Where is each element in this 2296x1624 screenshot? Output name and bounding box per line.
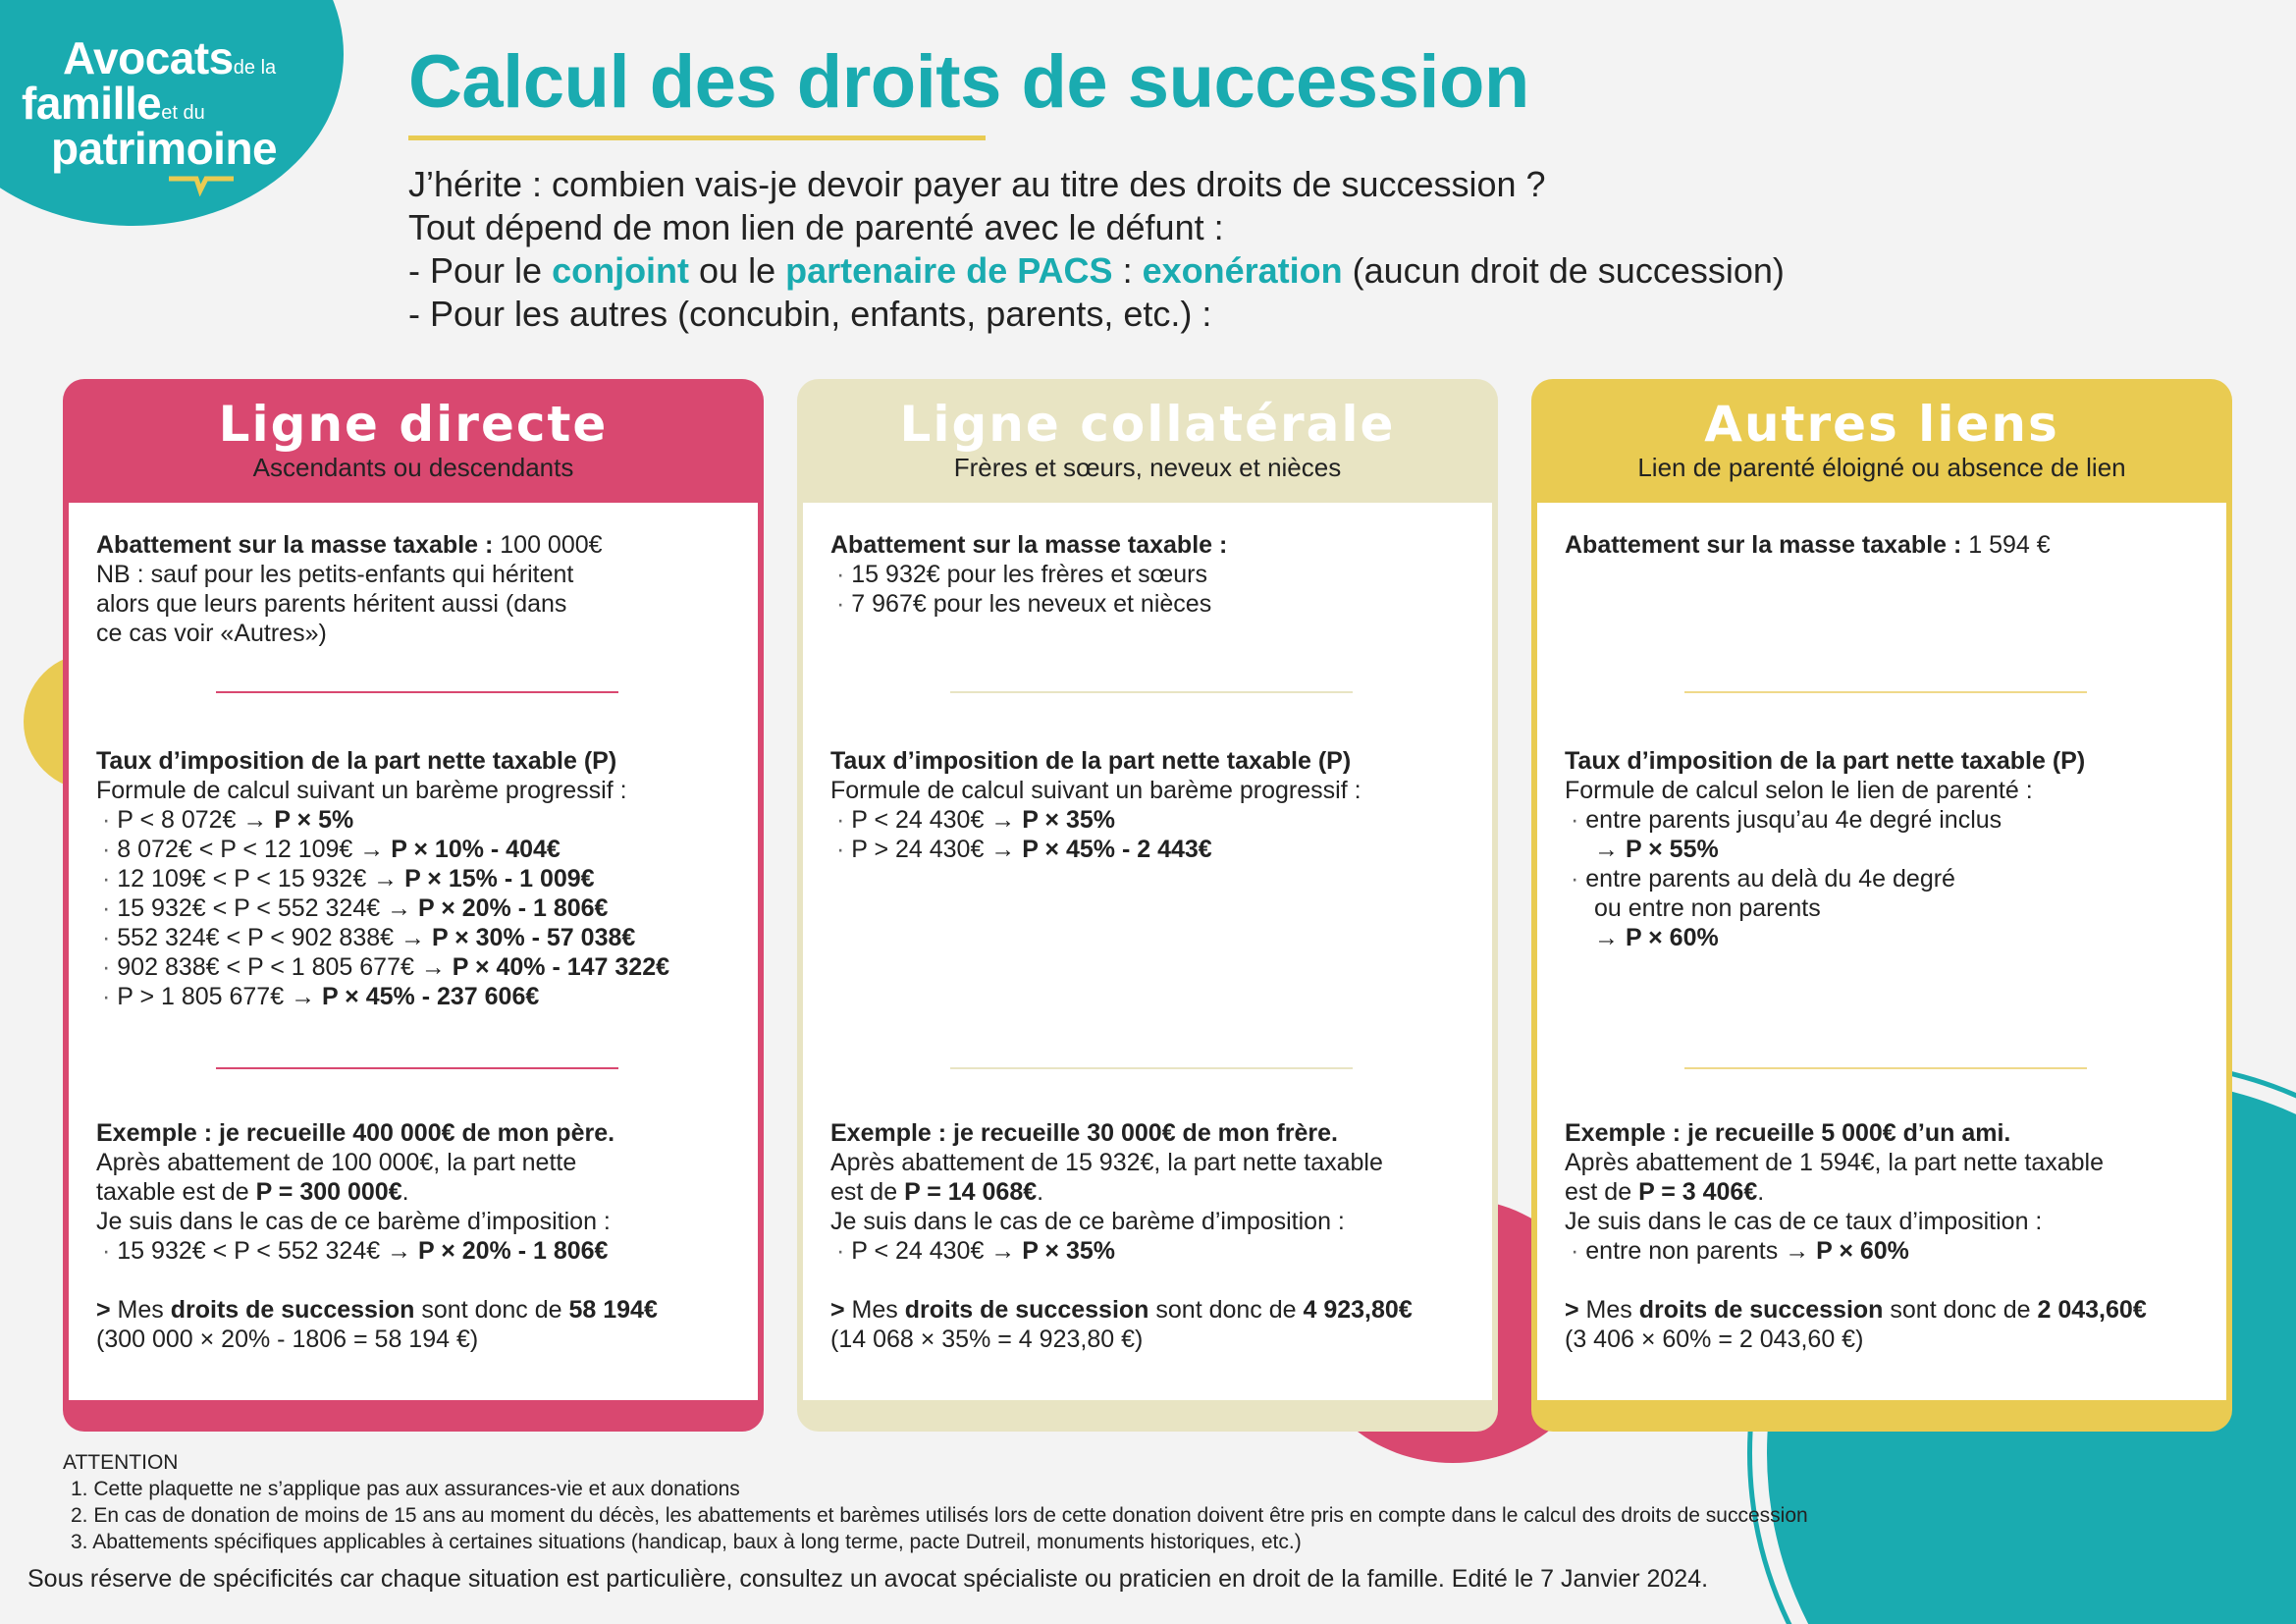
page-title: Calcul des droits de succession	[408, 40, 1529, 124]
result-amount: 4 923,80€	[1303, 1296, 1413, 1324]
bracket-item	[96, 952, 738, 982]
exemple-text: est de	[1565, 1178, 1639, 1206]
bracket-rate: P × 45% - 2 443€	[1022, 836, 1212, 863]
bracket-item	[96, 923, 738, 952]
result-text: sont donc de	[414, 1296, 569, 1324]
intro-line: Tout dépend de mon lien de parenté avec le défunt :	[408, 207, 1224, 247]
section-divider	[1684, 691, 2087, 693]
bracket-cond: P > 1 805 677€ →	[117, 983, 323, 1010]
abattement-section	[830, 530, 1472, 619]
abattement-section	[96, 530, 738, 648]
intro-line: - Pour les autres (concubin, enfants, parents, etc.) :	[408, 294, 1212, 334]
attention-item: 3. Abattements spécifiques applicables à certaines situations (handicap, baux à long terme, pacte Dutreil, monuments historiques, etc.)	[71, 1531, 1302, 1553]
card-subheading: Frères et sœurs, neveux et nièces	[953, 453, 1342, 482]
exemple-text: est de	[830, 1178, 905, 1206]
highlight-exoneration: exonération	[1142, 250, 1343, 291]
result-text: Mes	[117, 1296, 171, 1324]
formule-line: Formule de calcul suivant un barème progressif :	[96, 777, 627, 804]
card-ligne-collaterale	[797, 379, 1498, 1432]
card-header	[797, 379, 1498, 503]
note-line: ce cas voir «Autres»)	[96, 620, 327, 647]
bracket-item	[830, 805, 1472, 835]
intro-text-part: (aucun droit de succession)	[1342, 250, 1785, 291]
attention-block	[63, 1449, 1808, 1555]
bracket-cond: 15 932€ < P < 552 324€ →	[117, 1237, 419, 1265]
exemple-line	[830, 1177, 1472, 1207]
bracket-cond: P < 8 072€ →	[117, 806, 275, 834]
bracket-cond: entre non parents →	[1585, 1237, 1817, 1265]
result-arrow: >	[1565, 1296, 1586, 1324]
highlight-pacs: partenaire de PACS	[785, 250, 1113, 291]
exemple-line: Je suis dans le cas de ce taux d’imposition :	[1565, 1208, 2043, 1235]
exemple-bracket	[830, 1236, 1472, 1266]
formule-line: Formule de calcul selon le lien de parenté :	[1565, 777, 2033, 804]
bracket-rate: P × 35%	[1022, 806, 1116, 834]
bracket-rate: P × 10% - 404€	[391, 836, 561, 863]
logo-word-de-la: de la	[233, 57, 277, 79]
card-body	[803, 503, 1492, 1400]
exemple-bracket	[1565, 1236, 2207, 1266]
result-calc: (300 000 × 20% - 1806 = 58 194 €)	[96, 1326, 479, 1353]
abattement-section	[1565, 530, 2207, 560]
taux-section	[830, 746, 1472, 864]
card-subheading: Ascendants ou descendants	[252, 453, 574, 482]
bracket-item	[830, 835, 1472, 864]
card-autres-liens	[1531, 379, 2232, 1432]
bracket-item	[96, 893, 738, 923]
logo-word-et-du: et du	[161, 102, 205, 124]
exemple-title: Exemple : je recueille 5 000€ d’un ami.	[1565, 1119, 2011, 1147]
highlight-conjoint: conjoint	[552, 250, 690, 291]
intro-line	[408, 249, 1785, 293]
card-subheading: Lien de parenté éloigné ou absence de lien	[1637, 453, 2126, 482]
card-body	[1537, 503, 2226, 1400]
result-text: droits de succession	[904, 1296, 1149, 1324]
bracket-rate: P × 40% - 147 322€	[452, 953, 670, 981]
bracket-rate: P × 5%	[274, 806, 354, 834]
abattement-value: 1 594 €	[1961, 531, 2051, 559]
attention-item: 2. En cas de donation de moins de 15 ans au moment du décès, les abattements et barèmes utilisés lors de cette donation doivent être pris en compte dans le calcul des droits de succession	[71, 1504, 1808, 1527]
logo-word-patrimoine: patrimoine	[51, 123, 278, 174]
bracket-rate: P × 30% - 57 038€	[431, 924, 636, 951]
exemple-section	[96, 1118, 738, 1354]
logo-word-famille: famille	[22, 78, 162, 129]
card-ligne-directe	[63, 379, 764, 1432]
bracket-cond: P < 24 430€ →	[851, 1237, 1023, 1265]
note-line: alors que leurs parents héritent aussi (dans	[96, 590, 567, 618]
note-line: NB : sauf pour les petits-enfants qui héritent	[96, 561, 574, 588]
bracket-cond: P < 24 430€ →	[851, 806, 1023, 834]
bracket-cond: 902 838€ < P < 1 805 677€ →	[117, 953, 453, 981]
exemple-line: Après abattement de 15 932€, la part nette taxable	[830, 1149, 1383, 1176]
lien-item-cont: ou entre non parents	[1594, 894, 1821, 922]
abattement-value: 100 000€	[493, 531, 603, 559]
logo	[22, 32, 278, 174]
section-divider	[216, 691, 618, 693]
result-arrow: >	[96, 1296, 118, 1324]
taux-section	[96, 746, 738, 1011]
result-line	[1565, 1295, 2207, 1325]
intro-line: J’hérite : combien vais-je devoir payer au titre des droits de succession ?	[408, 164, 1546, 204]
abattement-item: · 7 967€ pour les neveux et nièces	[830, 589, 1472, 619]
bracket-cond: P > 24 430€ →	[851, 836, 1023, 863]
exemple-text: taxable est de	[96, 1178, 256, 1206]
intro-text	[408, 163, 1785, 336]
abattement-label: Abattement sur la masse taxable :	[1565, 531, 1962, 559]
exemple-section	[830, 1118, 1472, 1354]
result-line	[830, 1295, 1472, 1325]
exemple-line: Après abattement de 100 000€, la part nette	[96, 1149, 577, 1176]
result-text: Mes	[1585, 1296, 1639, 1324]
exemple-line: Après abattement de 1 594€, la part nette taxable	[1565, 1149, 2104, 1176]
logo-mark-icon	[167, 173, 236, 196]
lien-rate: → P × 60%	[1594, 924, 1719, 951]
exemple-section	[1565, 1118, 2207, 1354]
intro-text-part: :	[1112, 250, 1143, 291]
bracket-cond: 12 109€ < P < 15 932€ →	[117, 865, 405, 893]
card-heading: Autres liens	[1704, 396, 2059, 453]
bracket-rate: P × 45% - 237 606€	[322, 983, 540, 1010]
result-amount: 58 194€	[568, 1296, 658, 1324]
result-text: sont donc de	[1148, 1296, 1304, 1324]
card-heading: Ligne directe	[218, 396, 609, 453]
abattement-label: Abattement sur la masse taxable :	[830, 531, 1228, 559]
exemple-line	[1565, 1177, 2207, 1207]
result-calc: (14 068 × 35% = 4 923,80 €)	[830, 1326, 1144, 1353]
exemple-value: P = 300 000€	[255, 1178, 402, 1206]
exemple-line: Je suis dans le cas de ce barème d’imposition :	[96, 1208, 611, 1235]
bracket-cond: 552 324€ < P < 902 838€ →	[117, 924, 432, 951]
exemple-text: .	[401, 1178, 409, 1206]
exemple-title: Exemple : je recueille 30 000€ de mon frère.	[830, 1119, 1338, 1147]
intro-text-part: ou le	[689, 250, 786, 291]
bracket-item	[96, 982, 738, 1011]
footer-note: Sous réserve de spécificités car chaque situation est particulière, consultez un avocat spécialiste ou praticien en droit de la famille. Edité le 7 Janvier 2024.	[27, 1565, 1709, 1593]
section-divider	[950, 691, 1353, 693]
lien-item: · entre parents au delà du 4e degré	[1565, 864, 2207, 893]
card-header	[63, 379, 764, 503]
formule-line: Formule de calcul suivant un barème progressif :	[830, 777, 1362, 804]
result-text: droits de succession	[170, 1296, 415, 1324]
attention-title: ATTENTION	[63, 1451, 179, 1474]
result-amount: 2 043,60€	[2037, 1296, 2147, 1324]
bracket-rate: P × 35%	[1022, 1237, 1116, 1265]
exemple-value: P = 14 068€	[904, 1178, 1038, 1206]
bracket-rate: P × 20% - 1 806€	[418, 894, 609, 922]
exemple-text: .	[1037, 1178, 1044, 1206]
card-body	[69, 503, 758, 1400]
bracket-cond: 15 932€ < P < 552 324€ →	[117, 894, 419, 922]
taux-title: Taux d’imposition de la part nette taxable (P)	[96, 747, 617, 775]
intro-text-part: - Pour le	[408, 250, 553, 291]
result-text: sont donc de	[1883, 1296, 2038, 1324]
exemple-bracket	[96, 1236, 738, 1266]
result-arrow: >	[830, 1296, 852, 1324]
logo-word-avocats: Avocats	[63, 32, 234, 83]
lien-rate: → P × 55%	[1594, 836, 1719, 863]
taux-title: Taux d’imposition de la part nette taxable (P)	[1565, 747, 2086, 775]
section-divider	[950, 1067, 1353, 1069]
exemple-value: P = 3 406€	[1638, 1178, 1758, 1206]
exemple-text: .	[1757, 1178, 1765, 1206]
title-underline	[408, 135, 986, 140]
card-header	[1531, 379, 2232, 503]
bracket-rate: P × 15% - 1 009€	[404, 865, 595, 893]
bracket-rate: P × 20% - 1 806€	[418, 1237, 609, 1265]
taux-title: Taux d’imposition de la part nette taxable (P)	[830, 747, 1352, 775]
section-divider	[1684, 1067, 2087, 1069]
bracket-rate: P × 60%	[1816, 1237, 1909, 1265]
result-calc: (3 406 × 60% = 2 043,60 €)	[1565, 1326, 1864, 1353]
exemple-line	[96, 1177, 738, 1207]
abattement-label: Abattement sur la masse taxable :	[96, 531, 494, 559]
lien-item: · entre parents jusqu’au 4e degré inclus	[1565, 805, 2207, 835]
bracket-item	[96, 805, 738, 835]
result-text: droits de succession	[1638, 1296, 1884, 1324]
result-line	[96, 1295, 738, 1325]
section-divider	[216, 1067, 618, 1069]
bracket-cond: 8 072€ < P < 12 109€ →	[117, 836, 392, 863]
exemple-line: Je suis dans le cas de ce barème d’imposition :	[830, 1208, 1345, 1235]
card-heading: Ligne collatérale	[899, 396, 1396, 453]
exemple-title: Exemple : je recueille 400 000€ de mon père.	[96, 1119, 615, 1147]
bracket-item	[96, 864, 738, 893]
taux-section	[1565, 746, 2207, 952]
attention-item: 1. Cette plaquette ne s’applique pas aux assurances-vie et aux donations	[71, 1478, 740, 1500]
abattement-item: · 15 932€ pour les frères et sœurs	[830, 560, 1472, 589]
bracket-item	[96, 835, 738, 864]
result-text: Mes	[851, 1296, 905, 1324]
